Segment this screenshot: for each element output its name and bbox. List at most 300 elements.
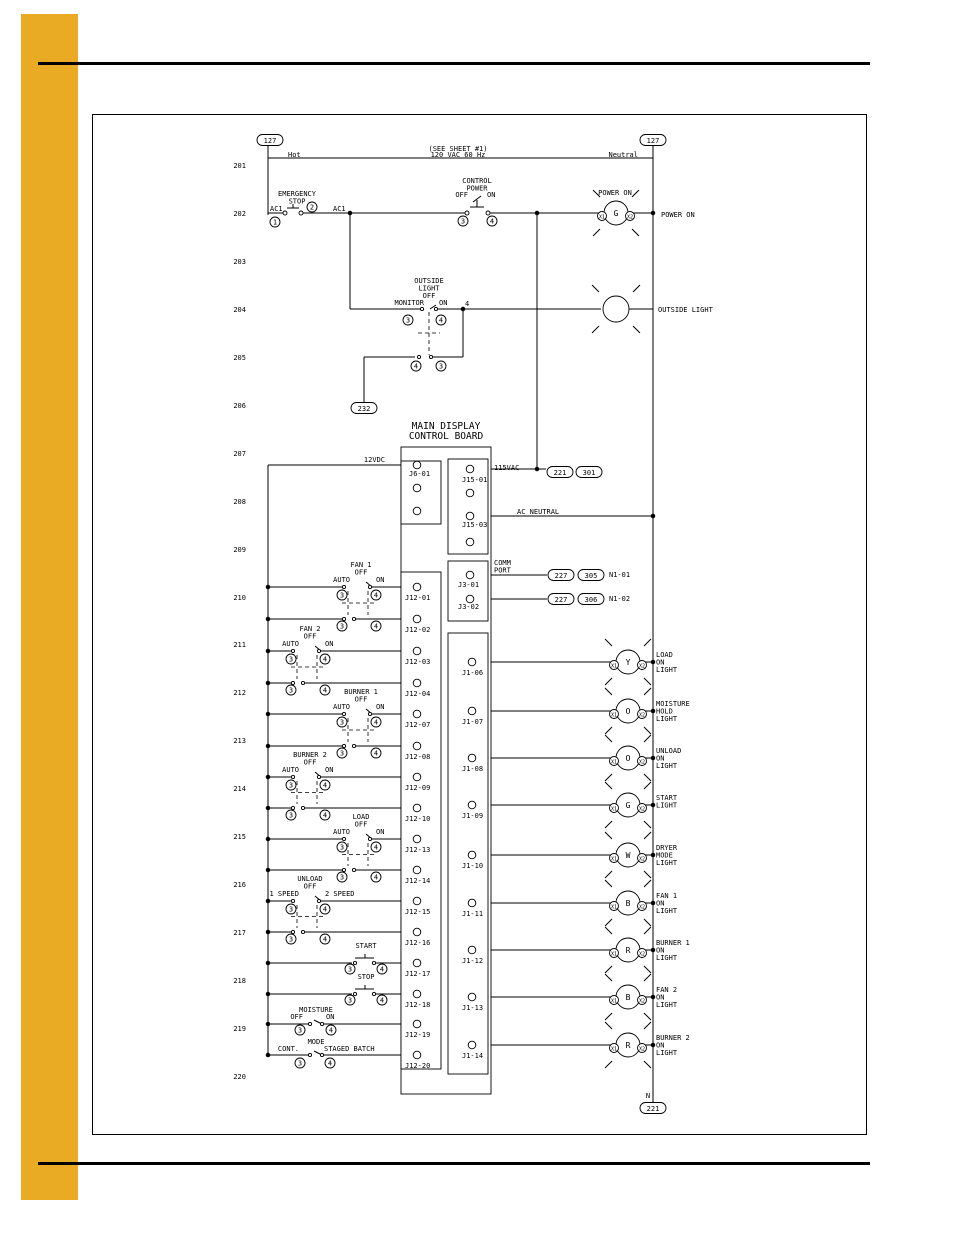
label-line: BURNER 2 (293, 751, 327, 759)
terminal-number-text: 3 (339, 591, 345, 600)
junction-dot (535, 211, 539, 215)
pin (468, 899, 476, 907)
rung-number: 211 (233, 641, 246, 649)
contact (429, 355, 432, 358)
label-line: CONTROL BOARD (408, 431, 484, 442)
contact (352, 744, 355, 747)
terminal-number-text: 3 (405, 316, 411, 325)
lamp-ray (644, 727, 651, 734)
12vdc-label: 12VDC (363, 456, 385, 464)
contact (317, 649, 320, 652)
junction-dot (266, 681, 270, 685)
pin (413, 615, 421, 623)
label-line: OFF (303, 882, 317, 891)
contact (342, 617, 345, 620)
terminal-number-text: 4 (379, 996, 385, 1005)
lamp-ray (644, 1013, 651, 1020)
label-line: ON (656, 1041, 665, 1050)
j6-label: J6-01 (409, 470, 431, 478)
lamp-ray (644, 678, 651, 685)
switch-right: ON (325, 640, 334, 648)
supply-label: 120 VAC 60 Hz (430, 151, 486, 159)
neutral-n-label: N (645, 1092, 651, 1100)
comm-port-label (494, 559, 512, 575)
hot-label: Hot (288, 151, 301, 159)
junction-dot (266, 992, 270, 996)
label-line: ON (656, 946, 665, 955)
light-label (656, 700, 690, 723)
switch-title (299, 625, 320, 641)
label-line: OFF (422, 292, 436, 300)
j1-pin-label: J1-07 (462, 718, 484, 726)
j1-pin-label: J1-10 (462, 862, 484, 870)
lamp-ray (605, 871, 612, 878)
j1-pin-label: J1-08 (462, 765, 484, 773)
label-line: OUTSIDE (414, 277, 444, 285)
comm-ref-label: N1-02 (609, 595, 631, 603)
label-line: MAIN DISPLAY (411, 421, 481, 432)
rung-number: 219 (233, 1025, 246, 1033)
power-on-label: POWER ON (661, 211, 695, 219)
terminal-number-text: 4 (373, 873, 379, 882)
label-line: LIGHT (656, 859, 678, 867)
junction-dot (266, 930, 270, 934)
mode-left: CONT. (277, 1045, 299, 1053)
115vac-label: 115VAC (494, 464, 520, 472)
rung-number: 214 (233, 785, 246, 793)
label-line: LIGHT (656, 801, 678, 810)
rung-number: 205 (233, 354, 246, 362)
contact (308, 1022, 311, 1025)
pin (468, 707, 476, 715)
terminal-number-text: 4 (373, 843, 379, 852)
terminal-number-text: 3 (339, 873, 345, 882)
estop-left: AC1 (270, 205, 283, 213)
label-line: MOISTURE (656, 700, 690, 708)
contact (283, 211, 287, 215)
j12-pin-label: J12-09 (405, 784, 431, 792)
outside-light-label: OUTSIDE LIGHT (658, 306, 713, 314)
label-line: STOP (288, 197, 306, 206)
label-line: LIGHT (656, 1049, 678, 1057)
j12-pin-label: J12-18 (405, 1001, 431, 1009)
rung-number: 204 (233, 306, 246, 314)
cp-off: OFF (455, 191, 468, 199)
terminal-number-text: 4 (322, 811, 328, 820)
j1-pin-label: J1-14 (462, 1052, 484, 1060)
switch-title (293, 751, 327, 767)
rung-number: 215 (233, 833, 246, 841)
cp-on: ON (487, 191, 496, 199)
lamp-ray (592, 285, 599, 292)
terminal-number-text: 3 (339, 718, 345, 727)
junction-dot (535, 467, 539, 471)
pin (468, 754, 476, 762)
terminal-number-text: 4 (322, 935, 328, 944)
terminal-number-text: 4 (373, 749, 379, 758)
rung-number: 201 (233, 162, 246, 170)
light-color: B (625, 899, 631, 908)
lamp-ray (644, 927, 651, 934)
light-label (656, 794, 678, 810)
terminal-number-text: 4 (322, 655, 328, 664)
switch-right: ON (376, 703, 385, 711)
label-line: LIGHT (656, 1001, 678, 1009)
label-line: LIGHT (656, 954, 678, 962)
label-line: OFF (303, 632, 317, 641)
switch-left: AUTO (333, 703, 350, 711)
label-line: LIGHT (656, 907, 678, 915)
rung-number: 217 (233, 929, 246, 937)
label-line: POWER (466, 184, 488, 193)
terminal-number-text: 4 (489, 217, 495, 226)
pin (413, 959, 421, 967)
junction-dot (266, 868, 270, 872)
components (257, 135, 666, 1114)
junction-dot (266, 1053, 270, 1057)
junction-dot (651, 853, 655, 857)
terminal-number-text: 2 (309, 203, 315, 212)
moisture-title: MOISTURE (299, 1006, 333, 1014)
switch-left: AUTO (333, 828, 350, 836)
j12-pin-label: J12-10 (405, 815, 431, 823)
contact (420, 307, 423, 310)
j12-pin-label: J12-07 (405, 721, 431, 729)
j12-pin-label: J12-16 (405, 939, 431, 947)
wire-tag-227-text: 227 (554, 596, 568, 604)
label-line: OFF (303, 758, 317, 767)
contact (342, 744, 345, 747)
pin (468, 658, 476, 666)
terminal-number-text: 3 (347, 965, 353, 974)
pin (466, 512, 474, 520)
j3-block (448, 561, 488, 621)
pin (413, 897, 421, 905)
j12-pin-label: J12-01 (405, 594, 431, 602)
contact (291, 899, 294, 902)
j1-pin-label: J1-06 (462, 669, 484, 677)
switch-right: ON (376, 828, 385, 836)
label-line: OFF (354, 695, 368, 704)
j12-pin-label: J12-19 (405, 1031, 431, 1039)
light-color: B (625, 993, 631, 1002)
node-4: 4 (465, 300, 470, 308)
lamp-ray (644, 735, 651, 742)
lamp-ray (644, 871, 651, 878)
lamp-ray (605, 1013, 612, 1020)
lamp-ray (632, 190, 639, 197)
terminal-number-text: 3 (339, 843, 345, 852)
lamp-terminal-text: X2 (638, 712, 646, 719)
j12-pin-label: J12-02 (405, 626, 431, 634)
junction-dot (266, 899, 270, 903)
lamp-ray (605, 774, 612, 781)
lamp-terminal-text: X1 (610, 663, 618, 670)
lamp-ray (605, 832, 612, 839)
contact (291, 806, 294, 809)
lamp-ray (605, 678, 612, 685)
label-line: FAN 1 (656, 892, 678, 900)
lamp-ray (605, 727, 612, 734)
label-line: ON (656, 658, 665, 667)
rung-number: 202 (233, 210, 246, 218)
pin (413, 461, 421, 469)
label-line: UNLOAD (297, 875, 323, 883)
contact (291, 649, 294, 652)
lamp-terminal-text: X2 (638, 1046, 646, 1053)
switch-left: 1 SPEED (269, 890, 299, 898)
contact (352, 617, 355, 620)
switch-right: ON (376, 576, 385, 584)
comm-ref-label: N1-01 (609, 571, 631, 579)
terminal-number-text: 4 (322, 905, 328, 914)
terminal-number-text: 4 (322, 781, 328, 790)
lamp-ray (605, 1061, 612, 1068)
pin (468, 801, 476, 809)
junction-dot (651, 1043, 655, 1047)
lamp-terminal-text: X2 (638, 759, 646, 766)
lamp-ray (605, 974, 612, 981)
label-line: LIGHT (656, 666, 678, 674)
lamp-ray (644, 880, 651, 887)
wire-tag-comm-text: 306 (584, 596, 598, 604)
contact (434, 307, 437, 310)
terminal-number-text: 4 (438, 316, 444, 325)
board-title (409, 421, 484, 442)
pin (413, 742, 421, 750)
lamp-ray (592, 326, 599, 333)
label-line: LOAD (352, 813, 370, 821)
light-label (656, 892, 678, 915)
pin (466, 465, 474, 473)
lamp-ray (644, 639, 651, 646)
label-line: ON (656, 993, 665, 1002)
light-label (656, 651, 678, 674)
terminal-number-text: 3 (288, 655, 294, 664)
lamp-terminal-text: X1 (610, 806, 618, 813)
terminal-number-text: 4 (328, 1026, 334, 1035)
lamp-ray (605, 735, 612, 742)
junction-dot (651, 514, 655, 518)
j12-pin-label: J12-14 (405, 877, 431, 885)
junction-dot (266, 961, 270, 965)
pin (413, 1020, 421, 1028)
contact (368, 837, 371, 840)
see-sheet-note: (SEE SHEET #1) (428, 145, 488, 153)
label-line: DRYER (656, 844, 678, 852)
light-color: W (625, 851, 631, 860)
junction-dot (651, 211, 655, 215)
contact (291, 775, 294, 778)
terminal-number-text: 4 (373, 622, 379, 631)
pin (413, 679, 421, 687)
lamp-terminal-text: X1 (610, 712, 618, 719)
switch-left: AUTO (333, 576, 350, 584)
rung-number: 208 (233, 498, 246, 506)
light-label (656, 1034, 690, 1057)
terminal-number-text: 3 (339, 749, 345, 758)
junction-dot (266, 837, 270, 841)
label-line: HOLD (656, 707, 673, 716)
wire-tag-right-text: 127 (646, 137, 660, 145)
junction-dot (651, 660, 655, 664)
terminal-number-text: 4 (373, 718, 379, 727)
contact (353, 961, 356, 964)
switch-title (297, 875, 322, 891)
rung-number: 216 (233, 881, 246, 889)
pin (413, 928, 421, 936)
contact (372, 961, 375, 964)
junction-dot (651, 709, 655, 713)
contact (353, 992, 356, 995)
light-color: G (625, 801, 631, 810)
light-color: O (625, 754, 631, 763)
contact (465, 211, 469, 215)
terminal-number-text: 4 (379, 965, 385, 974)
lamp-ray (644, 782, 651, 789)
switch-title (353, 813, 370, 829)
light-color: G (613, 209, 619, 218)
mode-title: MODE (307, 1038, 325, 1046)
label-line: OFF (354, 820, 368, 829)
junction-dot (651, 901, 655, 905)
lamp-ray (605, 688, 612, 695)
label-line: CONTROL (462, 177, 492, 185)
lamp-terminal-text: X1 (610, 759, 618, 766)
lamp-terminal-text: X1 (598, 214, 606, 221)
lamp-terminal-text: X1 (610, 998, 618, 1005)
contact (320, 1053, 323, 1056)
light-color: Y (625, 658, 631, 667)
contact (291, 681, 294, 684)
junction-dot (651, 756, 655, 760)
j1-pin-label: J1-11 (462, 910, 484, 918)
label-line: EMERGENCY (278, 190, 316, 198)
contact (301, 806, 304, 809)
moisture-on: ON (326, 1013, 335, 1021)
contact (486, 211, 490, 215)
contact (342, 585, 345, 588)
lamp-terminal-text: X1 (610, 1046, 618, 1053)
outside-title (414, 277, 444, 300)
rung-number: 213 (233, 737, 246, 745)
lamp-terminal-text: X1 (610, 904, 618, 911)
lamp-ray (644, 919, 651, 926)
contact (299, 211, 303, 215)
pin (413, 835, 421, 843)
switch-left: AUTO (282, 766, 299, 774)
label-line: ON (656, 754, 665, 763)
mode-right: STAGED BATCH (324, 1045, 375, 1053)
light-label (656, 939, 690, 962)
lamp-ray (644, 1022, 651, 1029)
light-label (656, 844, 678, 867)
j12-pin-label: J12-13 (405, 846, 431, 854)
label-line: BURNER 1 (656, 939, 690, 947)
lamp-ray (605, 927, 612, 934)
label-line: LOAD (656, 651, 673, 659)
pin (466, 538, 474, 546)
contact (317, 899, 320, 902)
light-color: R (625, 1041, 631, 1050)
terminal-number-text: 3 (288, 935, 294, 944)
wire-tag-comm-text: 305 (584, 572, 598, 580)
junction-dot (651, 948, 655, 952)
pin (413, 647, 421, 655)
terminal-number-text: 3 (288, 811, 294, 820)
lamp-ray (605, 880, 612, 887)
pin (466, 595, 474, 603)
rung-number: 220 (233, 1073, 246, 1081)
pin (413, 1051, 421, 1059)
j3-01-label: J3-01 (458, 581, 480, 589)
lamp-terminal-text: X2 (638, 998, 646, 1005)
contact (301, 930, 304, 933)
switch-left: AUTO (282, 640, 299, 648)
rung-number: 203 (233, 258, 246, 266)
junction-dot (266, 806, 270, 810)
label-line: OFF (354, 568, 368, 577)
wire-tag-301-text: 301 (582, 469, 596, 477)
label-line: FAN 2 (656, 986, 678, 994)
j12-pin-label: J12-15 (405, 908, 431, 916)
contact (301, 681, 304, 684)
contact (352, 868, 355, 871)
terminal-number-text: 3 (288, 905, 294, 914)
estop-right: AC1 (333, 205, 346, 213)
neutral-label: Neutral (608, 151, 638, 159)
lamp-terminal-text: X2 (638, 856, 646, 863)
junction-dot (266, 744, 270, 748)
contact (291, 930, 294, 933)
lamp-ray (605, 782, 612, 789)
wire-tag-232-text: 232 (357, 405, 371, 413)
j15-01-label: J15-01 (462, 476, 488, 484)
contact (308, 1053, 311, 1056)
lamp-terminal-text: X1 (610, 856, 618, 863)
pin (466, 571, 474, 579)
terminal-number-text: 3 (297, 1059, 303, 1068)
power-on-title: POWER ON (598, 189, 632, 197)
terminal-number-text: 3 (288, 686, 294, 695)
j12-pin-label: J12-08 (405, 753, 431, 761)
wire-tag-221-text: 221 (553, 469, 567, 477)
pin (468, 1041, 476, 1049)
pilot-light (603, 296, 629, 322)
light-color: R (625, 946, 631, 955)
lamp-terminal-text: X2 (638, 951, 646, 958)
contact (372, 992, 375, 995)
terminal-number-text: 3 (339, 622, 345, 631)
label-line: COMM (494, 559, 511, 567)
contact (368, 585, 371, 588)
contact (417, 355, 420, 358)
label-line: UNLOAD (656, 747, 682, 755)
label-line: ON (656, 899, 665, 908)
junction-dot (348, 211, 352, 215)
terminal-number-text: 4 (373, 591, 379, 600)
j1-pin-label: J1-12 (462, 957, 484, 965)
pin (413, 507, 421, 515)
label-line: LIGHT (418, 284, 440, 293)
pin (413, 583, 421, 591)
j12-pin-label: J12-04 (405, 690, 431, 698)
lamp-ray (605, 821, 612, 828)
junction-dot (266, 617, 270, 621)
monitor-label: MONITOR (394, 299, 424, 307)
ac-neutral-label: AC NEUTRAL (517, 508, 560, 516)
j3-02-label: J3-02 (458, 603, 480, 611)
